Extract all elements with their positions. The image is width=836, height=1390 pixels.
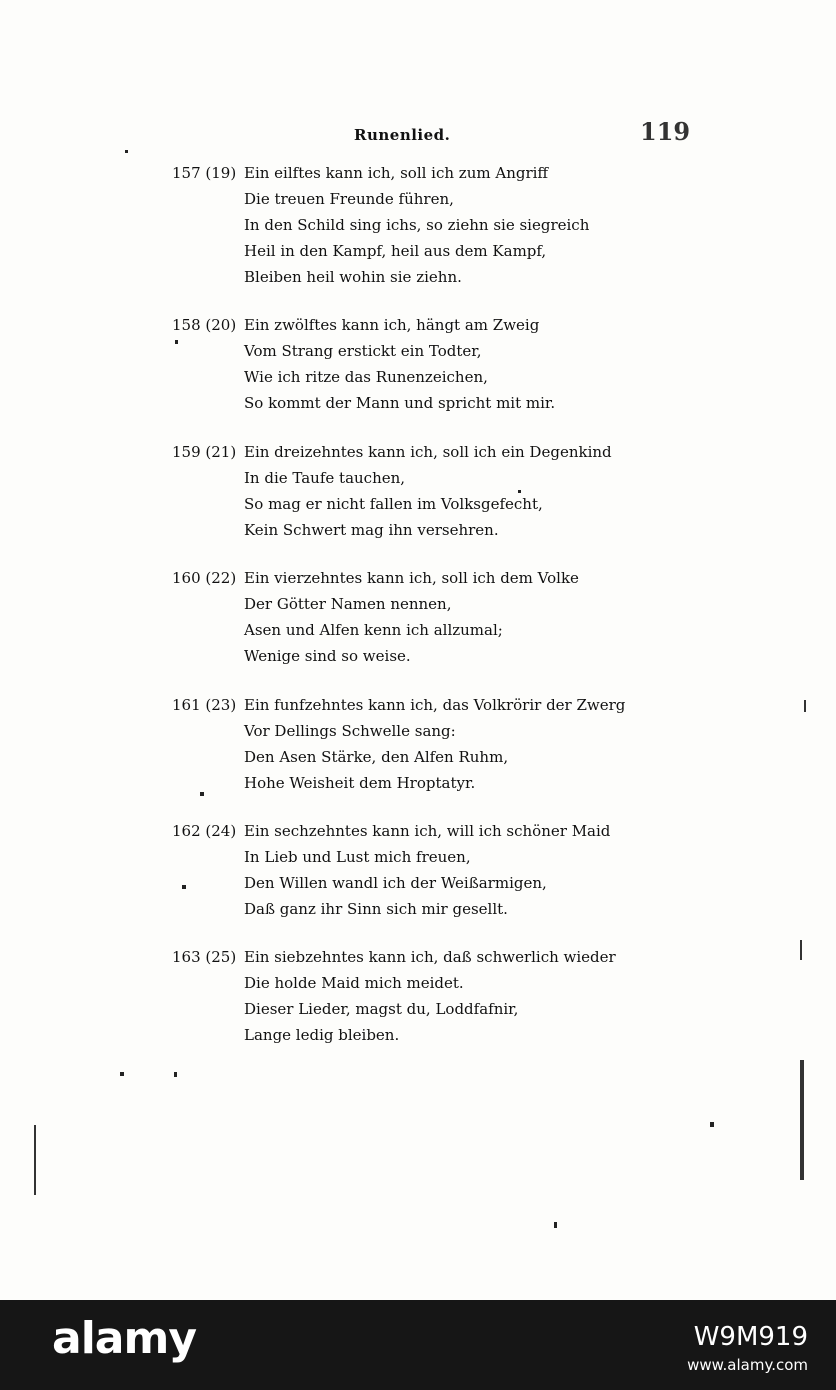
verse-text: In den Schild sing ichs, so ziehn sie siegreich bbox=[244, 216, 590, 234]
verse-text: Heil in den Kampf, heil aus dem Kampf, bbox=[244, 242, 547, 260]
stanza-number: 160 (22) bbox=[172, 569, 237, 587]
verse-line bbox=[172, 160, 632, 186]
verse-text: Vor Dellings Schwelle sang: bbox=[244, 722, 456, 740]
verse-text: In die Taufe tauchen, bbox=[244, 469, 406, 487]
stanza-158 bbox=[172, 312, 632, 416]
verse-text: Ein vierzehntes kann ich, soll ich dem Volke bbox=[244, 569, 579, 587]
verse-text: Die treuen Freunde führen, bbox=[244, 190, 454, 208]
verse-text: Wie ich ritze das Runenzeichen, bbox=[244, 368, 488, 386]
image-id: W9M919 bbox=[693, 1322, 808, 1352]
scan-speck bbox=[182, 885, 186, 889]
scan-speck bbox=[174, 1072, 177, 1077]
scan-speck bbox=[125, 150, 128, 153]
verse-line bbox=[172, 212, 632, 238]
verse-line bbox=[172, 970, 632, 996]
verse-text: So mag er nicht fallen im Volksgefecht, bbox=[244, 495, 543, 513]
verse-text: Den Asen Stärke, den Alfen Ruhm, bbox=[244, 748, 509, 766]
scan-edge-line bbox=[34, 1125, 36, 1195]
verse-line bbox=[172, 238, 632, 264]
verse-text: Ein sechzehntes kann ich, will ich schöner Maid bbox=[244, 822, 611, 840]
verse-text: Lange ledig bleiben. bbox=[244, 1026, 400, 1044]
stanza-number: 162 (24) bbox=[172, 822, 237, 840]
scan-speck bbox=[518, 490, 521, 493]
verse-line bbox=[172, 364, 632, 390]
verse-text: In Lieb und Lust mich freuen, bbox=[244, 848, 471, 866]
scan-speck bbox=[200, 792, 204, 796]
verse-text: Ein eilftes kann ich, soll ich zum Angriff bbox=[244, 164, 549, 182]
verse-line bbox=[172, 617, 632, 643]
verse-line bbox=[172, 465, 632, 491]
verse-text: Ein siebzehntes kann ich, daß schwerlich wieder bbox=[244, 948, 616, 966]
verse-line bbox=[172, 264, 632, 290]
verse-line bbox=[172, 718, 632, 744]
stanza-161 bbox=[172, 692, 632, 796]
verse-text: Asen und Alfen kenn ich allzumal; bbox=[244, 621, 503, 639]
verse-line bbox=[172, 692, 632, 718]
verse-line bbox=[172, 744, 632, 770]
verse-line bbox=[172, 1022, 632, 1048]
stanza-number: 163 (25) bbox=[172, 948, 237, 966]
stanza-number: 158 (20) bbox=[172, 316, 237, 334]
verse-line bbox=[172, 565, 632, 591]
verse-line bbox=[172, 996, 632, 1022]
scan-speck bbox=[175, 340, 178, 344]
verse-line bbox=[172, 896, 632, 922]
running-head: Runenlied. bbox=[354, 126, 451, 144]
stanza-163 bbox=[172, 944, 632, 1048]
verse-text: Die holde Maid mich meidet. bbox=[244, 974, 464, 992]
verse-line bbox=[172, 591, 632, 617]
verse-line bbox=[172, 491, 632, 517]
verse-line bbox=[172, 643, 632, 669]
verse-text: Ein funfzehntes kann ich, das Volkrörir der Zwerg bbox=[244, 696, 626, 714]
verse-text: Dieser Lieder, magst du, Loddfafnir, bbox=[244, 1000, 519, 1018]
scan-speck bbox=[120, 1072, 124, 1076]
verse-text: So kommt der Mann und spricht mit mir. bbox=[244, 394, 556, 412]
verse-line bbox=[172, 439, 632, 465]
verse-text: Hohe Weisheit dem Hroptatyr. bbox=[244, 774, 476, 792]
verse-line bbox=[172, 517, 632, 543]
scan-speck bbox=[710, 1122, 714, 1127]
verse-text: Ein zwölftes kann ich, hängt am Zweig bbox=[244, 316, 540, 334]
scan-edge-line bbox=[800, 1060, 804, 1180]
alamy-logo: alamy bbox=[52, 1313, 196, 1364]
scan-edge-line bbox=[804, 700, 806, 712]
verse-line bbox=[172, 844, 632, 870]
verse-text: Den Willen wandl ich der Weißarmigen, bbox=[244, 874, 547, 892]
verse-line bbox=[172, 186, 632, 212]
verse-text: Daß ganz ihr Sinn sich mir gesellt. bbox=[244, 900, 508, 918]
verse-line bbox=[172, 818, 632, 844]
stanza-number: 157 (19) bbox=[172, 164, 237, 182]
stanza-number: 161 (23) bbox=[172, 696, 237, 714]
stanza-162 bbox=[172, 818, 632, 922]
verse-text: Bleiben heil wohin sie ziehn. bbox=[244, 268, 462, 286]
verse-line bbox=[172, 944, 632, 970]
verse-line bbox=[172, 870, 632, 896]
verse-line bbox=[172, 338, 632, 364]
scan-edge-line bbox=[800, 940, 802, 960]
verse-line bbox=[172, 390, 632, 416]
verse-line bbox=[172, 770, 632, 796]
watermark-url: www.alamy.com bbox=[687, 1356, 808, 1374]
verse-text: Wenige sind so weise. bbox=[244, 647, 411, 665]
scan-speck bbox=[554, 1222, 557, 1228]
stanza-160 bbox=[172, 565, 632, 669]
stanza-157 bbox=[172, 160, 632, 290]
verse-text: Kein Schwert mag ihn versehren. bbox=[244, 521, 499, 539]
verse-text: Ein dreizehntes kann ich, soll ich ein Degenkind bbox=[244, 443, 612, 461]
verse-text: Der Götter Namen nennen, bbox=[244, 595, 452, 613]
verse-text: Vom Strang erstickt ein Todter, bbox=[244, 342, 482, 360]
verse-line bbox=[172, 312, 632, 338]
stanza-159 bbox=[172, 439, 632, 543]
stanza-number: 159 (21) bbox=[172, 443, 237, 461]
page-number: 119 bbox=[640, 117, 691, 146]
